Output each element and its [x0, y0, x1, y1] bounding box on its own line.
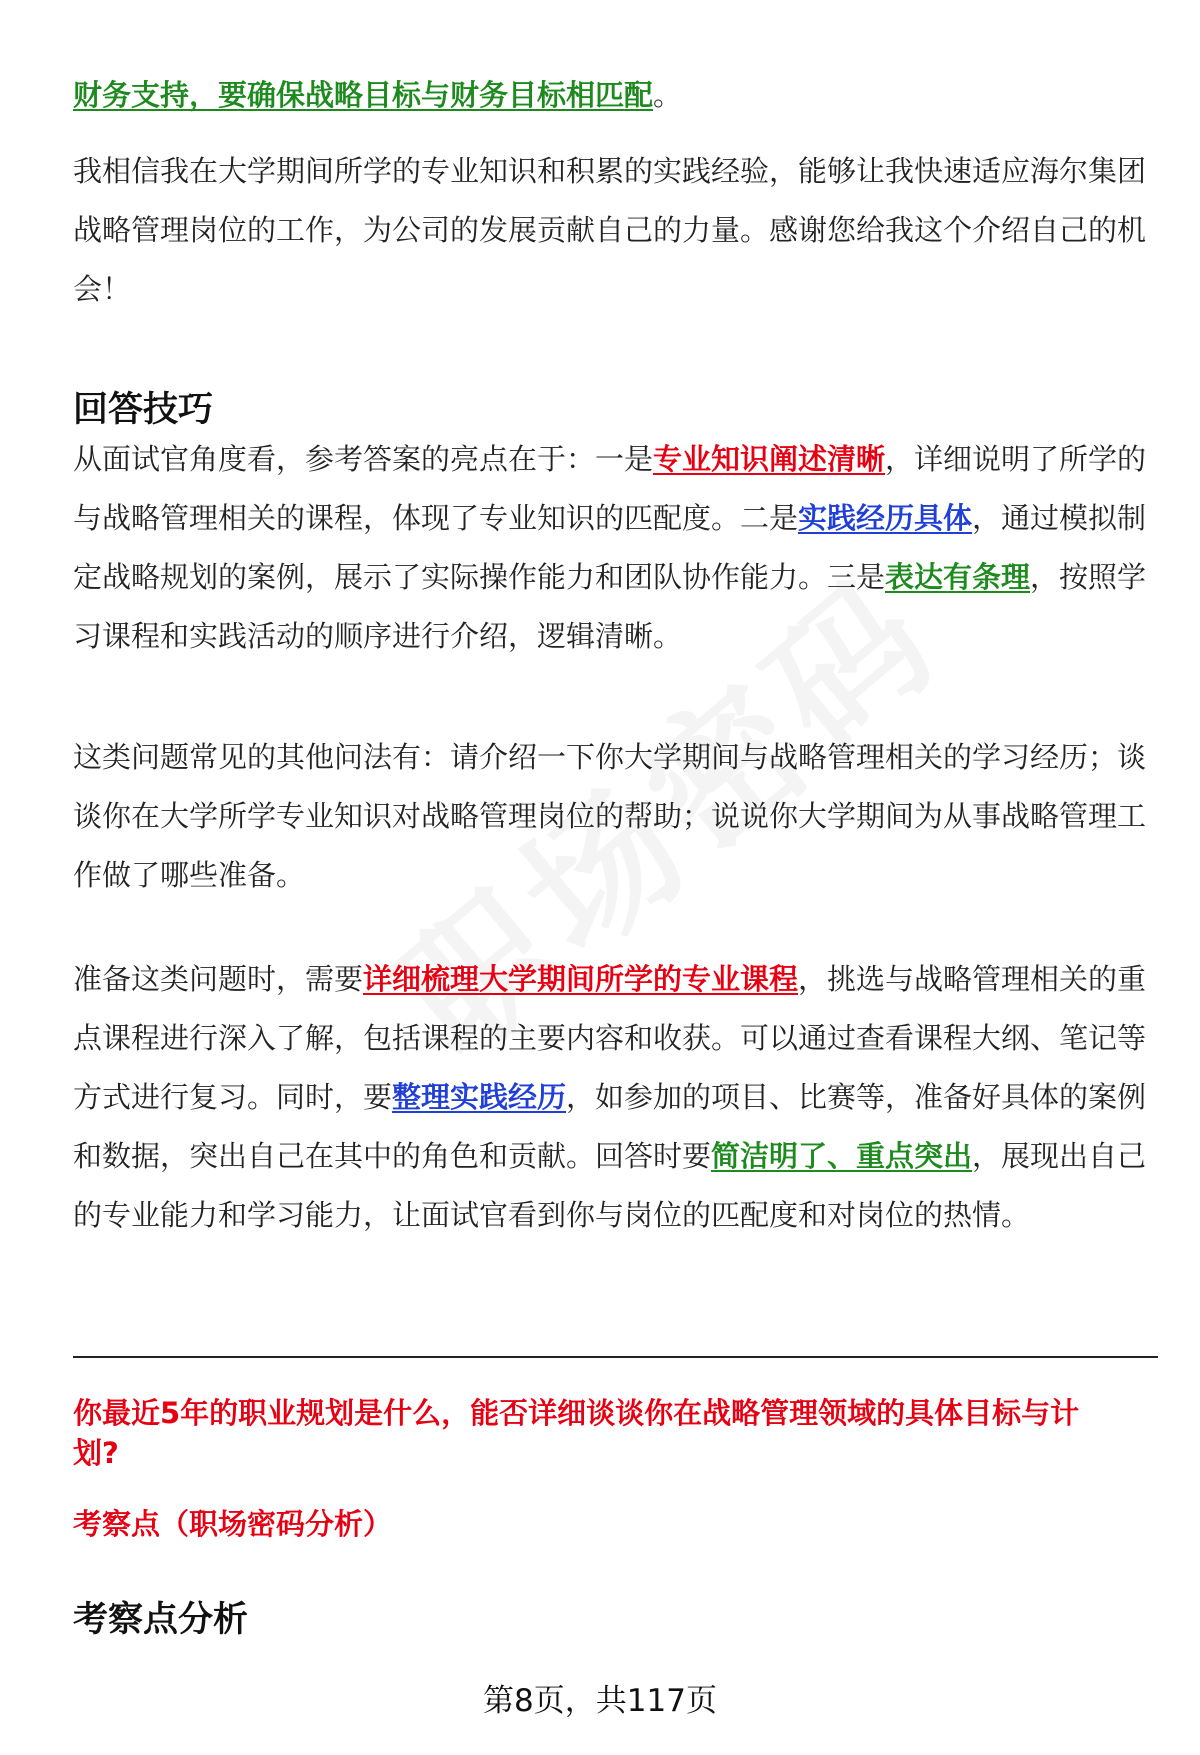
section-divider — [73, 1356, 1158, 1358]
analysis-heading: 考察点分析 — [73, 1600, 249, 1640]
highlight-financial-support: 财务支持，要确保战略目标与财务目标相匹配 — [73, 78, 654, 112]
highlight-practice-specific: 实践经历具体 — [798, 501, 973, 535]
tips-paragraph-3: 准备这类问题时，需要详细梳理大学期间所学的专业课程，挑选与战略管理相关的重点课程进行深入了解，包括课程的主要内容和收获。可以通过查看课程大纲、笔记等方式进行复习。同时，要整理实践经历，如参加的项目、比赛等，准备好具体的案例和数据，突出自己在其中的角色和贡献。回答时要简洁明了、重点突出，展现出自己的专业能力和学习能力，让面试官看到你与岗位的匹配度和对岗位的热情。 — [73, 962, 1147, 1232]
page-number-footer: 第8页，共117页 — [483, 1683, 717, 1719]
section-heading-tips: 回答技巧 — [73, 390, 214, 430]
tips-paragraph-1: 从面试官角度看，参考答案的亮点在于：一是专业知识阐述清晰，详细说明了所学的与战略管理相关的课程，体现了专业知识的匹配度。二是实践经历具体，通过模拟制定战略规划的案例，展示了实际操作能力和团队协作能力。三是表达有条理，按照学习课程和实践活动的顺序进行介绍，逻辑清晰。 — [73, 442, 1147, 653]
next-question: 你最近5年的职业规划是什么，能否详细谈谈你在战略管理领域的具体目标与计划? — [73, 1396, 1080, 1470]
intro-line: 财务支持，要确保战略目标与财务目标相匹配。 — [73, 78, 683, 112]
highlight-sort-courses: 详细梳理大学期间所学的专业课程 — [363, 962, 799, 996]
highlight-organize-practice: 整理实践经历 — [392, 1080, 567, 1114]
inspection-point-label: 考察点（职场密码分析） — [73, 1507, 393, 1541]
tips-paragraph-2: 这类问题常见的其他问法有：请介绍一下你大学期间与战略管理相关的学习经历；谈谈你在大学所学专业知识对战略管理岗位的帮助；说说你大学期间为从事战略管理工作做了哪些准备。 — [73, 740, 1147, 892]
highlight-structured-expression: 表达有条理 — [885, 560, 1031, 594]
highlight-concise-focused: 简洁明了、重点突出 — [711, 1139, 973, 1173]
closing-paragraph: 我相信我在大学期间所学的专业知识和积累的实践经验，能够让我快速适应海尔集团战略管理岗位的工作，为公司的发展贡献自己的力量。感谢您给我这个介绍自己的机会！ — [73, 154, 1147, 306]
highlight-knowledge-clear: 专业知识阐述清晰 — [653, 442, 886, 476]
